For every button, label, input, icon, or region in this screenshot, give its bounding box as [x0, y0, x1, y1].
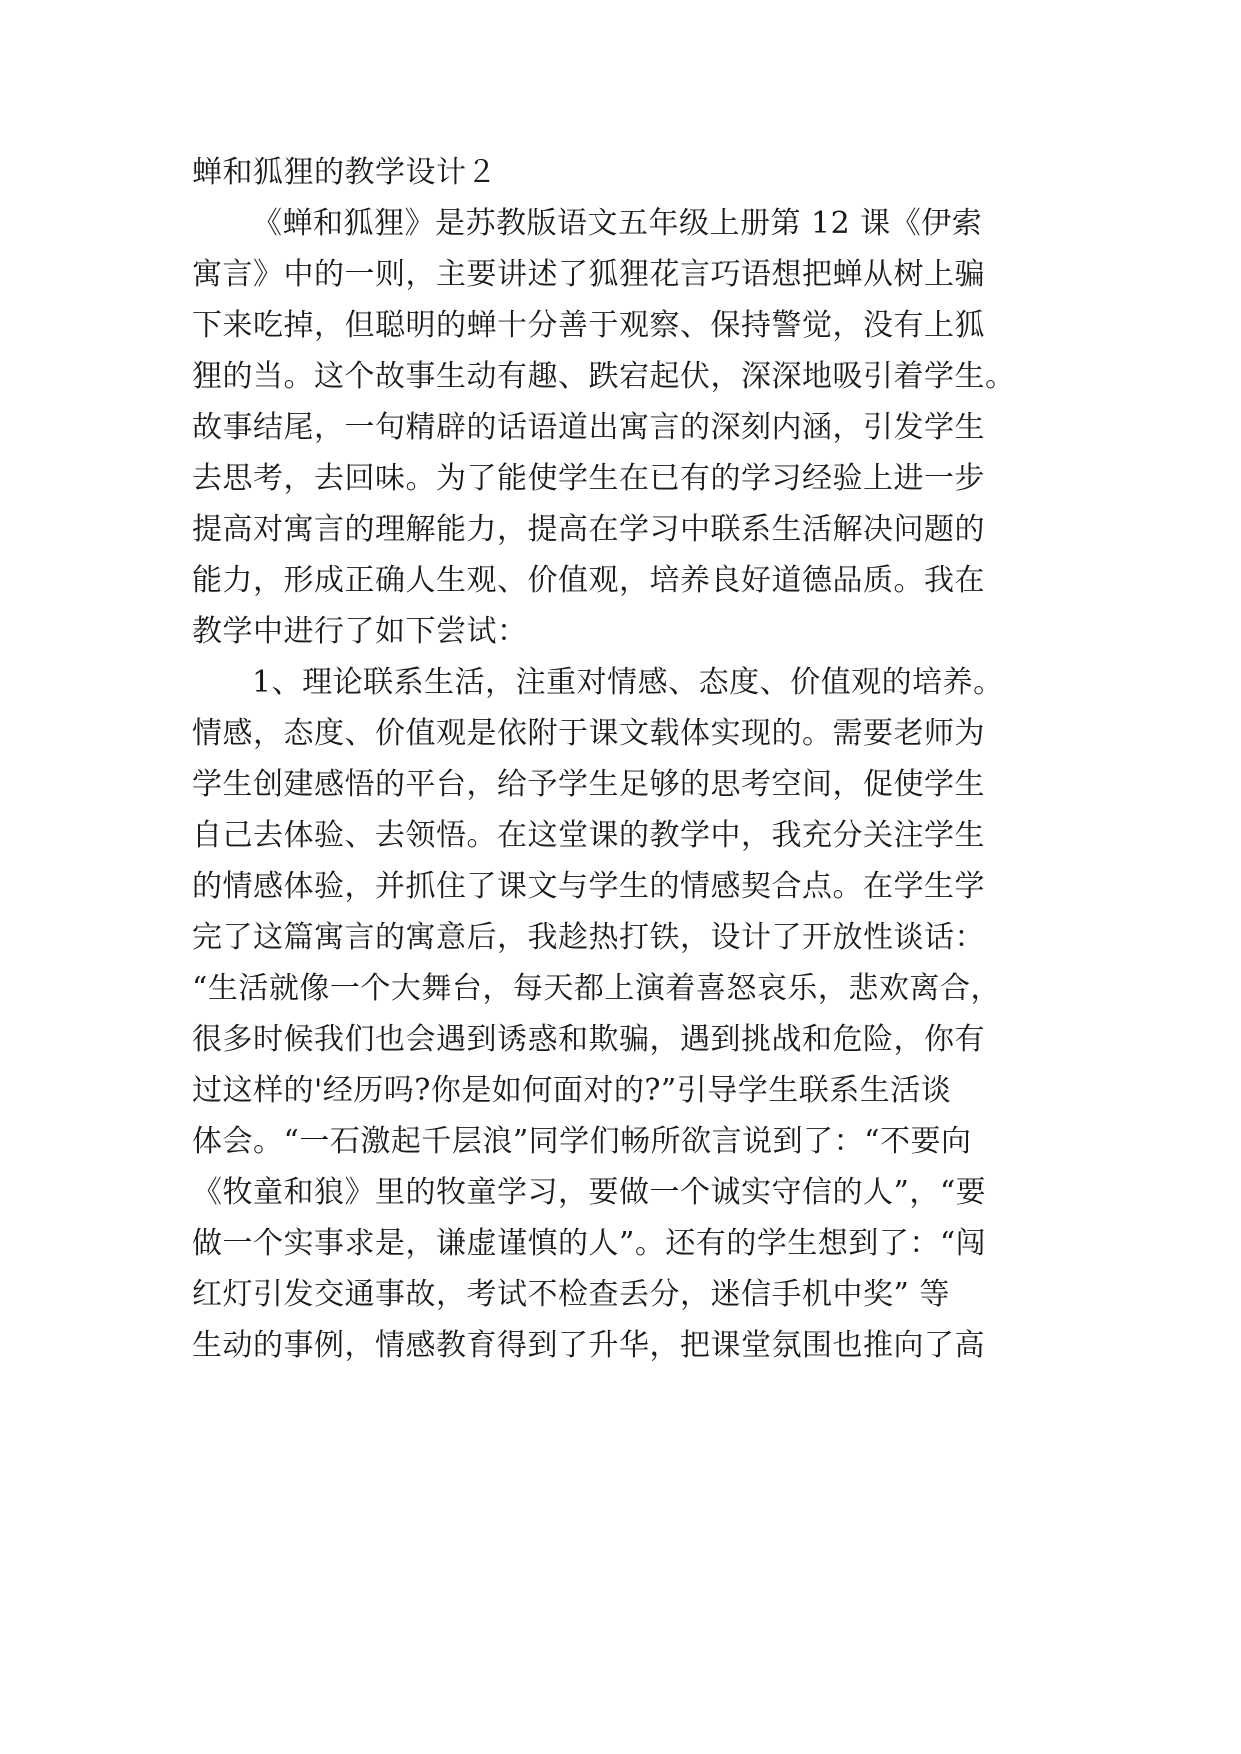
- paragraph-line: 下来吃掉，但聪明的蝉十分善于观察、保持警觉，没有上狐: [192, 308, 985, 343]
- paragraph-line: 提高对寓言的理解能力，提高在学习中联系生活解决问题的: [192, 512, 985, 547]
- paragraph-line: 狸的当。这个故事生动有趣、跌宕起伏，深深地吸引着学生。: [192, 359, 1016, 394]
- paragraph-line: 红灯引发交通事故，考试不检查丢分，迷信手机中奖” 等: [192, 1277, 950, 1312]
- paragraph-line: 《牧童和狼》里的牧童学习，要做一个诚实守信的人”，“要: [192, 1175, 987, 1210]
- paragraph-line: 能力，形成正确人生观、价值观，培养良好道德品质。我在: [192, 563, 985, 598]
- paragraph-line: 体会。“一石激起千层浪”同学们畅所欲言说到了：“不要向: [192, 1124, 972, 1159]
- paragraph-line: “生活就像一个大舞台，每天都上演着喜怒哀乐，悲欢离合，: [192, 971, 1001, 1006]
- paragraph-line: 故事结尾，一句精辟的话语道出寓言的深刻内涵，引发学生: [192, 410, 985, 445]
- paragraph-line: 1、理论联系生活，注重对情感、态度、价值观的培养。: [252, 665, 1004, 700]
- document-title: 蝉和狐狸的教学设计２: [192, 155, 497, 190]
- paragraph-line: 《蝉和狐狸》是苏教版语文五年级上册第 12 课《伊索: [252, 206, 983, 241]
- paragraph-line: 生动的事例，情感教育得到了升华，把课堂氛围也推向了高: [192, 1328, 985, 1363]
- paragraph-line: 去思考，去回味。为了能使学生在已有的学习经验上进一步: [192, 461, 985, 496]
- paragraph-line: 过这样的'经历吗?你是如何面对的?”引导学生联系生活谈: [192, 1073, 952, 1108]
- paragraph-line: 学生创建感悟的平台，给予学生足够的思考空间，促使学生: [192, 767, 985, 802]
- paragraph-line: 教学中进行了如下尝试：: [192, 614, 528, 649]
- paragraph-line: 情感，态度、价值观是依附于课文载体实现的。需要老师为: [192, 716, 985, 751]
- paragraph-line: 做一个实事求是，谦虚谨慎的人”。还有的学生想到了：“闯: [192, 1226, 987, 1261]
- paragraph-line: 寓言》中的一则，主要讲述了狐狸花言巧语想把蝉从树上骗: [192, 257, 985, 292]
- paragraph-line: 完了这篇寓言的寓意后，我趁热打铁，设计了开放性谈话：: [192, 920, 985, 955]
- paragraph-line: 的情感体验，并抓住了课文与学生的情感契合点。在学生学: [192, 869, 985, 904]
- paragraph-line: 很多时候我们也会遇到诱惑和欺骗，遇到挑战和危险，你有: [192, 1022, 985, 1057]
- paragraph-line: 自己去体验、去领悟。在这堂课的教学中，我充分关注学生: [192, 818, 985, 853]
